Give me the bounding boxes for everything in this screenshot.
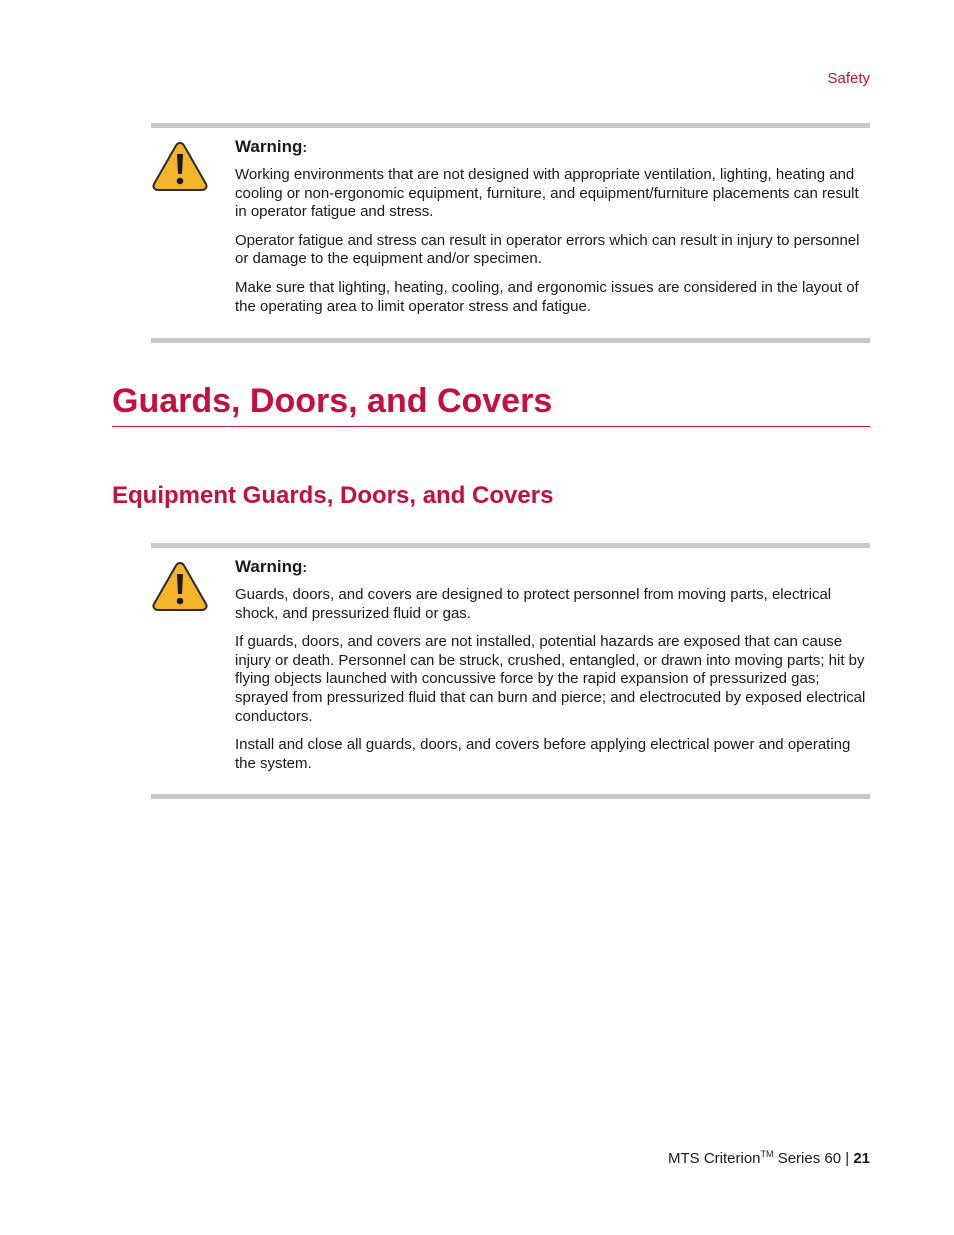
- warning-paragraph: Operator fatigue and stress can result in operator errors which can result in injury to personnel or damage to the equipment and/or specimen.: [235, 231, 860, 268]
- warning-title: Warning:: [235, 557, 308, 576]
- footer-series: Series 60 |: [773, 1150, 854, 1167]
- warning-box-ergonomics: [151, 123, 870, 343]
- section-heading: Guards, Doors, and Covers: [112, 380, 870, 427]
- trademark-mark: TM: [760, 1149, 774, 1159]
- warning-triangle-icon: [151, 140, 209, 192]
- warning-paragraph: If guards, doors, and covers are not installed, potential hazards are exposed that can cause injury or death. Personnel can be struck, crushed, entangled, or drawn into moving parts; hit by flying objects launched with concussive force by the rapid expansion of pressurized gas; sprayed from pressurized fluid that can burn and pierce; and electrocuted by exposed electrical conductors.: [235, 633, 866, 725]
- page-number: 21: [853, 1150, 870, 1167]
- warning-body: [235, 556, 870, 783]
- warning-title: Warning:: [235, 137, 308, 156]
- warning-triangle-icon: [151, 560, 209, 612]
- warning-paragraph: Install and close all guards, doors, and covers before applying electrical power and operating the system.: [235, 736, 851, 772]
- footer-product: MTS Criterion: [668, 1150, 761, 1167]
- running-header-section: Safety: [827, 70, 870, 87]
- page-footer: [668, 1149, 870, 1167]
- warning-paragraph: Working environments that are not designed with appropriate ventilation, lighting, heating and cooling or non-ergonomic equipment, furniture, and equipment/furniture placements can result in operator fatigue and stress.: [235, 166, 859, 221]
- subsection-heading: Equipment Guards, Doors, and Covers: [112, 482, 554, 509]
- warning-paragraph: Guards, doors, and covers are designed to protect personnel from moving parts, electrical shock, and pressurized fluid or gas.: [235, 586, 832, 622]
- warning-body: [235, 136, 870, 326]
- warning-paragraph: Make sure that lighting, heating, cooling, and ergonomic issues are considered in the layout of the operating area to limit operator stress and fatigue.: [235, 278, 859, 315]
- warning-box-guards: [151, 543, 870, 799]
